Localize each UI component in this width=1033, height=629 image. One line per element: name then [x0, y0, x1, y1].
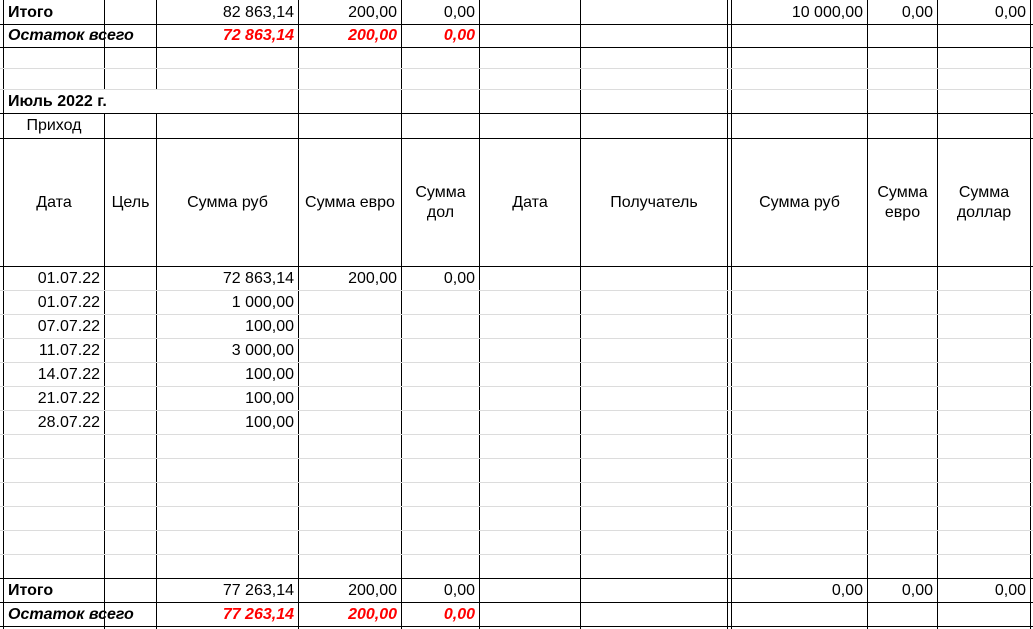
grid-line	[0, 482, 1033, 483]
top-ostatok-sum-usd[interactable]: 0,00	[443, 27, 475, 45]
header-recipient[interactable]: Получатель	[610, 193, 698, 211]
header-purpose[interactable]: Цель	[111, 193, 150, 211]
row-date[interactable]: 21.07.22	[37, 389, 100, 407]
grid-line	[0, 626, 1033, 627]
month-itogo-right-sum-eur[interactable]: 0,00	[901, 581, 933, 599]
month-ostatok-sum-eur[interactable]: 200,00	[348, 605, 397, 623]
top-itogo-sum-usd[interactable]: 0,00	[443, 3, 475, 21]
grid-line	[0, 410, 1033, 411]
top-itogo-sum-eur[interactable]: 200,00	[348, 3, 397, 21]
header-date[interactable]: Дата	[36, 193, 72, 211]
month-itogo-right-sum-usd[interactable]: 0,00	[994, 581, 1026, 599]
grid-line	[0, 506, 1033, 507]
top-ostatok-sum-rub[interactable]: 72 863,14	[222, 27, 294, 45]
grid-line	[0, 458, 1033, 459]
row-date[interactable]: 07.07.22	[37, 317, 100, 335]
grid-line	[0, 266, 1033, 267]
grid-line	[0, 434, 1033, 435]
top-itogo-label[interactable]: Итого	[8, 3, 54, 21]
top-ostatok-label[interactable]: Остаток всего	[8, 27, 134, 45]
grid-line	[0, 530, 1033, 531]
row-date[interactable]: 01.07.22	[37, 269, 100, 287]
grid-line	[0, 68, 1033, 69]
row-sum-rub[interactable]: 100,00	[245, 389, 294, 407]
top-itogo-right-sum-eur[interactable]: 0,00	[901, 3, 933, 21]
row-sum-rub[interactable]: 100,00	[245, 413, 294, 431]
month-title[interactable]: Июль 2022 г.	[4, 90, 204, 113]
grid-line	[0, 554, 1033, 555]
row-sum-rub[interactable]: 100,00	[245, 317, 294, 335]
top-itogo-right-sum-rub[interactable]: 10 000,00	[791, 3, 863, 21]
row-date[interactable]: 11.07.22	[38, 341, 100, 359]
month-itogo-sum-usd[interactable]: 0,00	[443, 581, 475, 599]
grid-line	[0, 314, 1033, 315]
grid-line	[0, 386, 1033, 387]
month-itogo-sum-rub[interactable]: 77 263,14	[222, 581, 294, 599]
month-itogo-sum-eur[interactable]: 200,00	[348, 581, 397, 599]
month-ostatok-sum-rub[interactable]: 77 263,14	[222, 605, 294, 623]
month-itogo-right-sum-rub[interactable]: 0,00	[831, 581, 863, 599]
header-out-sum-eur[interactable]: Сумма евро	[877, 184, 928, 221]
header-out-sum-rub[interactable]: Сумма руб	[759, 193, 840, 211]
row-sum-eur[interactable]: 200,00	[348, 269, 397, 287]
row-sum-rub[interactable]: 100,00	[245, 365, 294, 383]
row-date[interactable]: 14.07.22	[37, 365, 100, 383]
grid-line	[0, 290, 1033, 291]
grid-line	[0, 362, 1033, 363]
row-date[interactable]: 28.07.22	[37, 413, 100, 431]
grid-line	[0, 113, 1033, 114]
header-sum-usd[interactable]: Сумма дол	[415, 184, 466, 221]
month-ostatok-sum-usd[interactable]: 0,00	[443, 605, 475, 623]
row-sum-rub[interactable]: 3 000,00	[231, 341, 294, 359]
row-sum-rub[interactable]: 1 000,00	[231, 293, 294, 311]
row-date[interactable]: 01.07.22	[37, 293, 100, 311]
grid-line	[0, 338, 1033, 339]
grid-line	[0, 47, 1033, 48]
month-ostatok-label[interactable]: Остаток всего	[8, 605, 134, 623]
month-itogo-label[interactable]: Итого	[8, 581, 54, 599]
prikhod-label[interactable]: Приход	[26, 117, 82, 135]
header-out-date[interactable]: Дата	[512, 193, 548, 211]
row-sum-rub[interactable]: 72 863,14	[222, 269, 294, 287]
header-out-sum-usd[interactable]: Сумма доллар	[956, 184, 1012, 221]
top-ostatok-sum-eur[interactable]: 200,00	[348, 27, 397, 45]
top-itogo-sum-rub[interactable]: 82 863,14	[222, 3, 294, 21]
header-sum-rub[interactable]: Сумма руб	[187, 193, 268, 211]
header-sum-eur[interactable]: Сумма евро	[305, 193, 395, 211]
top-itogo-right-sum-usd[interactable]: 0,00	[994, 3, 1026, 21]
row-sum-usd[interactable]: 0,00	[443, 269, 475, 287]
